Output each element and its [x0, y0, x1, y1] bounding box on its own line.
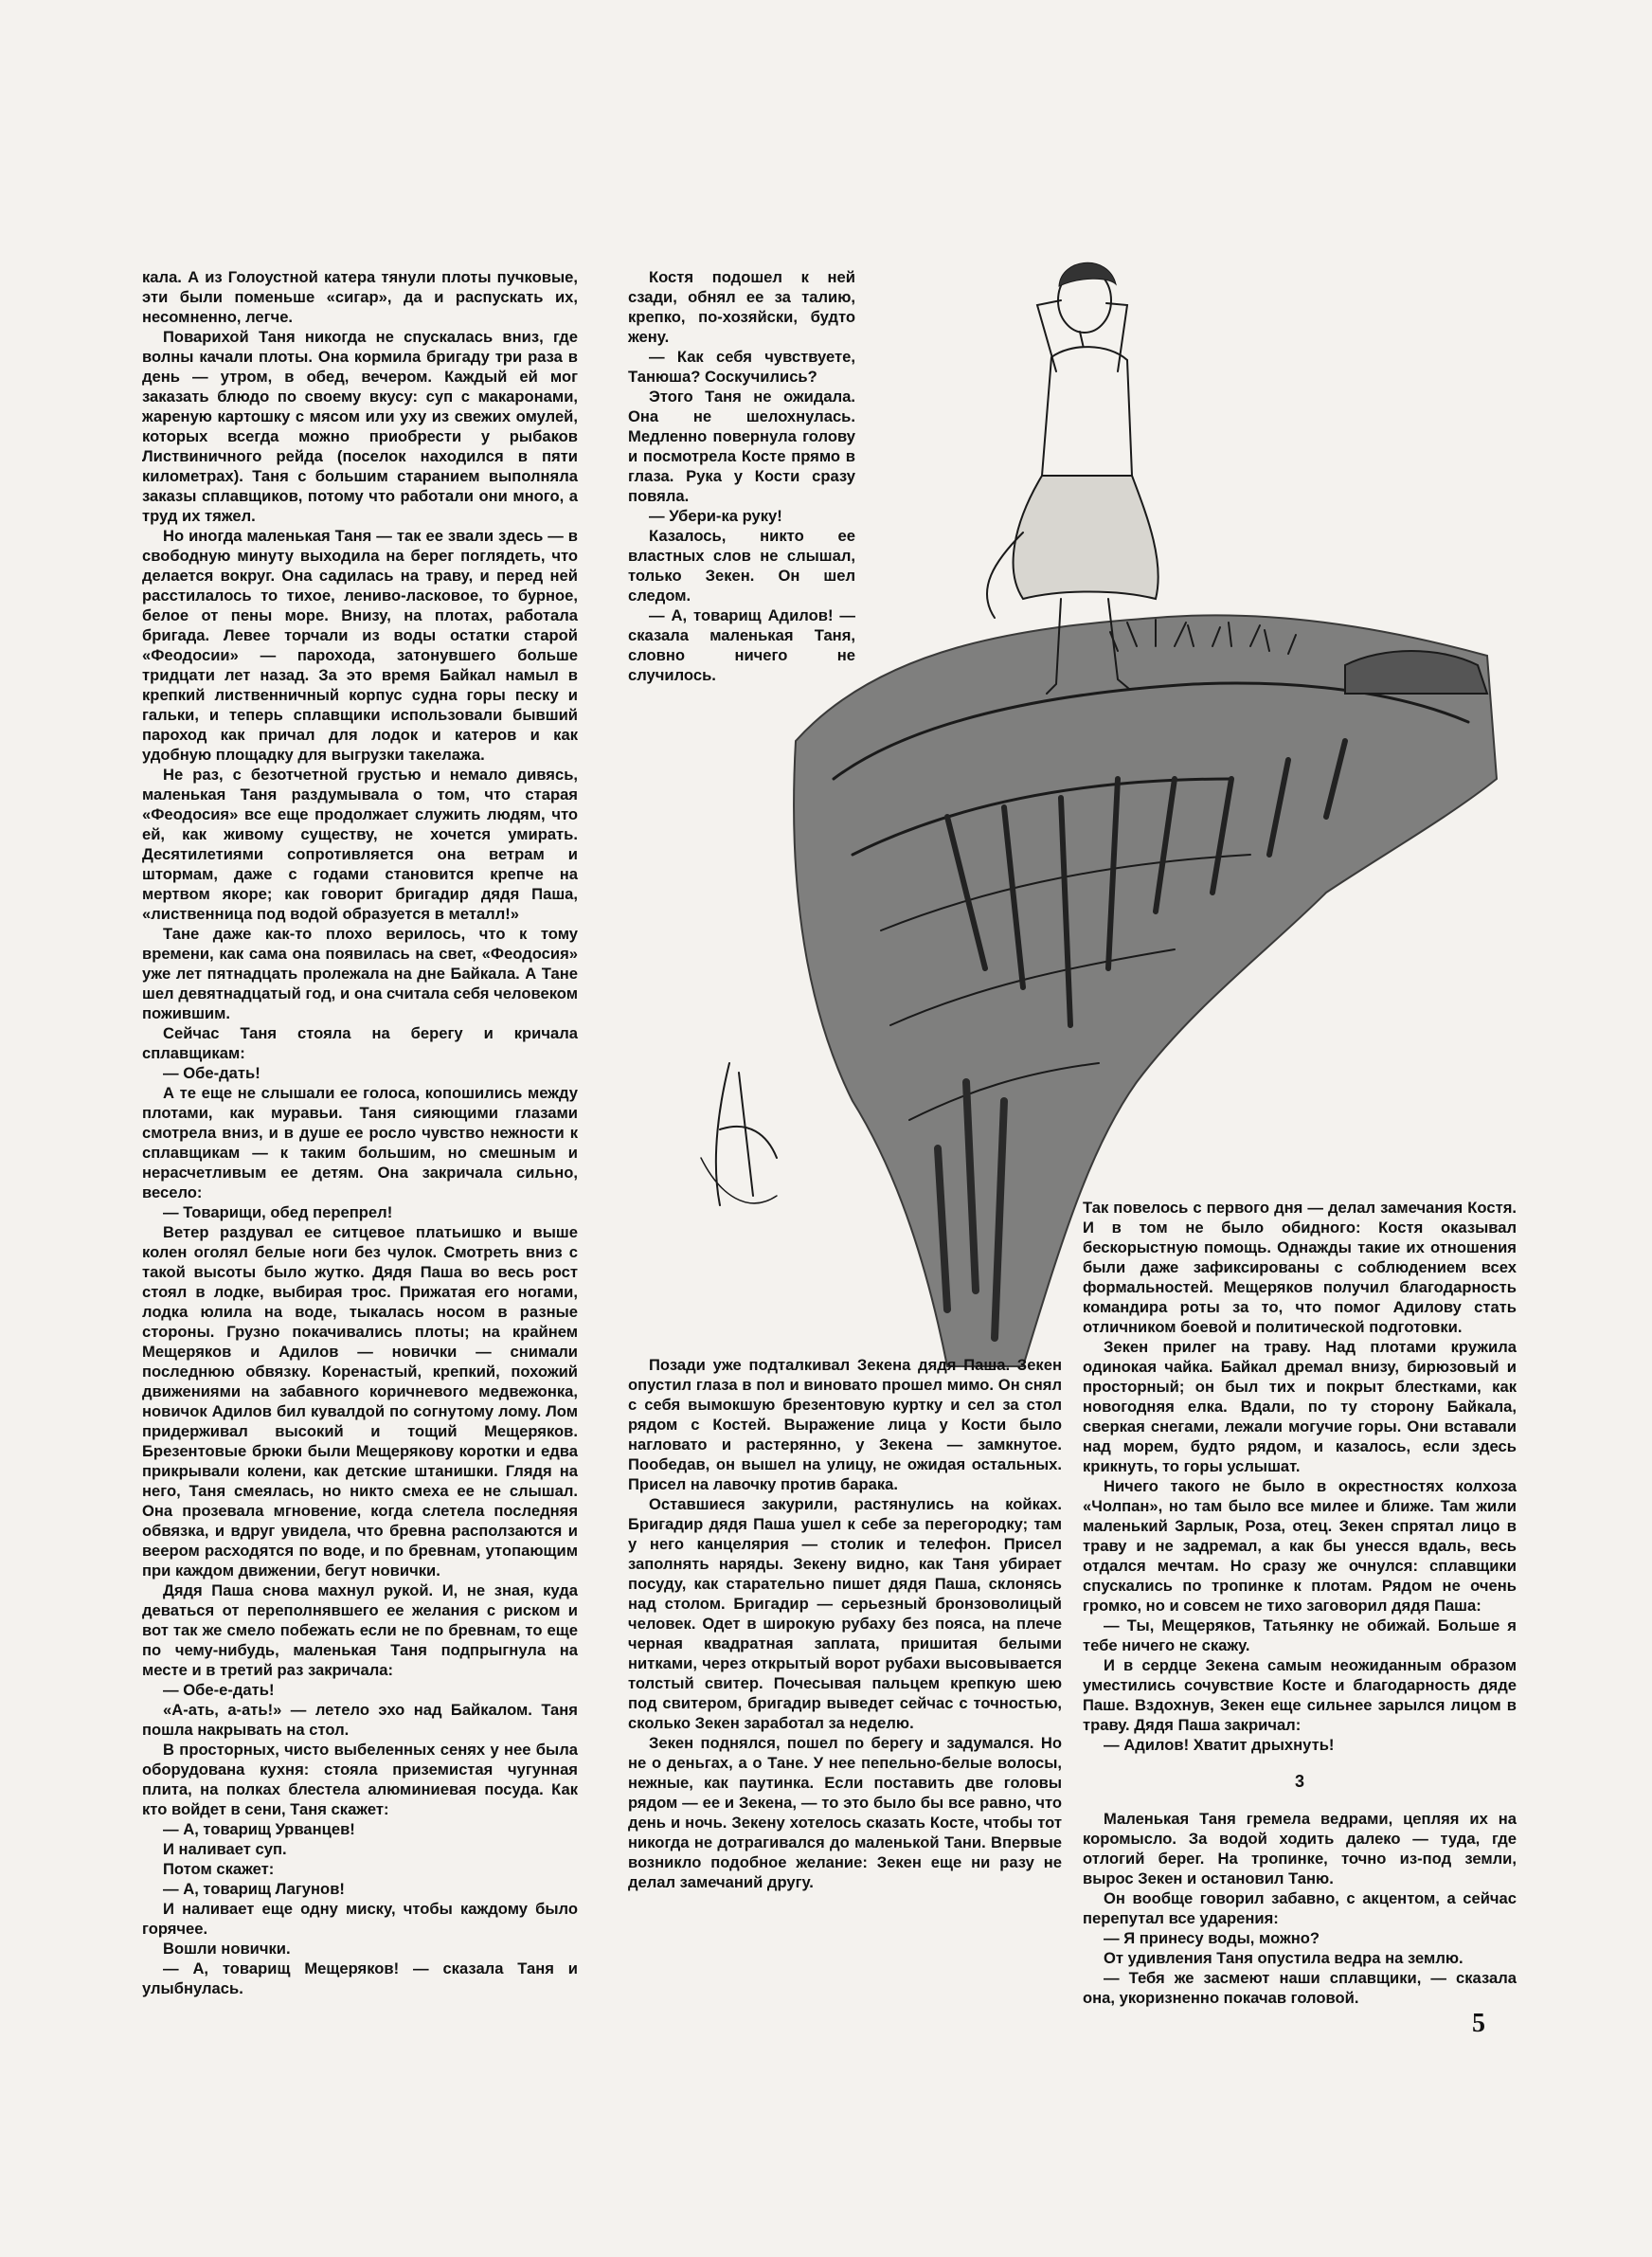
paragraph: кала. А из Голоустной катера тянули плоты пучковые, эти были поменьше «сигар», да и распускать их, несомненно, легче.: [142, 268, 578, 326]
dialogue-line: — А, товарищ Адилов! — сказала маленькая Таня, словно ничего не случилось.: [628, 606, 855, 684]
paragraph: Поварихой Таня никогда не спускалась вниз, где волны качали плоты. Она кормила бригаду три раза в день — утром, в обед, вечером. Каждый ей мог заказать блюдо по своему вкусу: суп с макаронами, жареную картошку с мясом или уху из свежих омулей, которых всегда можно приобрести у рыбаков Листвиничного рейда (поселок находился в пяти километрах). Таня с большим старанием выполняла заказы сплавщиков, потому что работали они много, а труд их тяжел.: [142, 328, 578, 525]
dialogue-line: — Обе-е-дать!: [163, 1681, 275, 1699]
dialogue-line: — Тебя же засмеют наши сплавщики, — сказала она, укоризненно покачав головой.: [1083, 1969, 1517, 2007]
paragraph: И наливает еще одну миску, чтобы каждому было горячее.: [142, 1900, 578, 1938]
text-column-4: [1083, 1198, 1517, 2008]
paragraph: Так повелось с первого дня — делал замечания Костя. И в том не было обидного: Костя оказывал бескорыстную помощь. Однажды такие их отношения были даже зафиксированы с соблюдением всех формальностей. Мещеряков получил благодарность командира роты за то, что помог Адилову стать отличником боевой и политической подготовки.: [1083, 1199, 1517, 1336]
paragraph: Не раз, с безотчетной грустью и немало дивясь, маленькая Таня раздумывала о том, что старая «Феодосия» все еще продолжает служить людям, что ей, как живому существу, не хочется умирать. Десятилетиями сопротивляется она ветрам и штормам, даже с годами становится крепче на мертвом якоре; как говорит бригадир дядя Паша, «лиственница под водой образуется в металл!»: [142, 766, 578, 923]
paragraph: И наливает суп.: [163, 1840, 287, 1858]
paragraph: Потом скажет:: [163, 1860, 275, 1878]
text-column-3: [628, 1355, 1062, 1892]
paragraph: Вошли новички.: [163, 1940, 291, 1958]
paragraph: Но иногда маленькая Таня — так ее звали здесь — в свободную минуту выходила на берег поглядеть, что делается вокруг. Она садилась на траву, и перед ней расстилалось то тихое, лениво-ласковое, то бурное, белое от пены море. Внизу, на плотах, работала бригада. Левее торчали из воды остатки старой «Феодосии» — парохода, затонувшего больше тридцати лет назад. За это время Байкал намыл в крепкий лиственничный корпус судна горы песку и гальки, и теперь сплавщики использовали бывший пароход как причал для лодок и катеров и как удобную площадку для выгрузки такелажа.: [142, 527, 578, 764]
dialogue-line: — А, товарищ Лагунов!: [163, 1880, 345, 1898]
paragraph: Оставшиеся закурили, растянулись на койках. Бригадир дядя Паша ушел к себе за перегородку; там у него канцелярия — столик и телефон. Присел заполнять наряды. Зекену видно, как Таня убирает посуду, как старательно пишет дядя Паша, склонясь над столом. Бригадир — серьезный бронзоволицый человек. Одет в широкую рубаху без пояса, на плече черная квадратная заплата, пришитая белыми нитками, через открытый ворот рубахи высовывается толстый свитер. Почесывая пальцем крепкую шею под свитером, бригадир выведет сейчас с точностью, сколько Зекен заработал за неделю.: [628, 1495, 1062, 1732]
paragraph: Он вообще говорил забавно, с акцентом, а сейчас перепутал все ударения:: [1083, 1889, 1517, 1927]
paragraph: Дядя Паша снова махнул рукой. И, не зная, куда деваться от переполнявшего ее желания с риском и вот так же смело побежать если не по бревнам, то еще по чему-нибудь, маленькая Таня подпрыгнула на месте и в третий раз закричала:: [142, 1581, 578, 1679]
paragraph: Маленькая Таня гремела ведрами, цепляя их на коромысло. За водой ходить далеко — туда, где отлогий берег. На тропинке, точно из-под земли, вырос Зекен и остановил Таню.: [1083, 1810, 1517, 1887]
dialogue-line: — Обе-дать!: [163, 1064, 260, 1082]
dialogue-line: — А, товарищ Мещеряков! — сказала Таня и улыбнулась.: [142, 1959, 578, 1997]
dialogue-line: — Товарищи, обед перепрел!: [163, 1203, 393, 1221]
paragraph: Сейчас Таня стояла на берегу и кричала сплавщикам:: [142, 1024, 578, 1062]
text-column-1: [142, 267, 578, 1998]
text-column-2: [628, 267, 855, 685]
paragraph: В просторных, чисто выбеленных сенях у нее была оборудована кухня: стояла приземистая чугунная плита, на полках блестела алюминиевая посуда. Как кто войдет в сени, Таня скажет:: [142, 1741, 578, 1818]
paragraph: А те еще не слышали ее голоса, копошились между плотами, как муравьи. Таня сияющими глазами смотрела вниз, и в душе ее росло чувство нежности к сплавщикам — к таким большим, но смешным и нерасчетливым ее детям. Она закричала сильно, весело:: [142, 1084, 578, 1201]
paragraph: Этого Таня не ожидала. Она не шелохнулась. Медленно повернула голову и посмотрела Косте прямо в глаза. Рука у Кости сразу повяла.: [628, 388, 855, 505]
dialogue-line: — Как себя чувствуете, Танюша? Соскучились?: [628, 348, 855, 386]
page-number: 5: [1472, 2009, 1485, 2038]
paragraph: Костя подошел к ней сзади, обнял ее за талию, крепко, по-хозяйски, будто жену.: [628, 268, 855, 346]
paragraph: И в сердце Зекена самым неожиданным образом уместились сочувствие Косте и благодарность дяде Паше. Вздохнув, Зекен еще сильнее зарылся лицом в траву. Дядя Паша закричал:: [1083, 1656, 1517, 1734]
paragraph: От удивления Таня опустила ведра на землю.: [1104, 1949, 1463, 1967]
paragraph: Зекен поднялся, пошел по берегу и задумался. Но не о деньгах, а о Тане. У нее пепельно-белые волосы, нежные, как паутинка. Если поставить две головы рядом — ее и Зекена, — то это было бы все равно, что день и ночь. Зекену хотелось сказать Косте, чтобы тот никогда не дотрагивался до маленькой Тани. Впервые возникло подобное желание: Зекен еще ни разу не делал замечаний другу.: [628, 1734, 1062, 1891]
dialogue-line: — Я принесу воды, можно?: [1104, 1929, 1320, 1947]
dialogue-line: — Убери-ка руку!: [649, 507, 782, 525]
paragraph: Позади уже подталкивал Зекена дядя Паша. Зекен опустил глаза в пол и виновато прошел мимо. Он снял с себя вымокшую брезентовую куртку и сел за стол рядом с Костей. Выражение лица у Кости было нагловато и растерянно, у Зекена — замкнутое. Пообедав, он вышел на улицу, не ожидая остальных. Присел на лавочку против барака.: [628, 1356, 1062, 1493]
paragraph: Тане даже как-то плохо верилось, что к тому времени, как сама она появилась на свет, «Феодосия» уже лет пятнадцать пролежала на дне Байкала. А Тане шел девятнадцатый год, и она считала себя человеком пожившим.: [142, 925, 578, 1022]
paragraph: «А-ать, а-ать!» — летело эхо над Байкалом. Таня пошла накрывать на стол.: [142, 1701, 578, 1739]
dialogue-line: — Адилов! Хватит дрыхнуть!: [1104, 1736, 1335, 1754]
paragraph: Ветер раздувал ее ситцевое платьишко и выше колен оголял белые ноги без чулок. Смотреть вниз с такой высоты было жутко. Дядя Паша во весь рост стоял в лодке, выбирая трос. Прижатая его ногами, лодка юлила на воде, тыкалась носом в разные стороны. Грузно покачивались плоты; на крайнем Мещеряков и Адилов — новички — снимали последнюю обвязку. Коренастый, крепкий, похожий движениями на забавного коричневого медвежонка, новичок Адилов бил кувалдой по согнутому ломy. Лом придерживал высокий и тощий Мещеряков. Брезентовые брюки были Мещерякову коротки и едва прикрывали колени, как детские штанишки. Глядя на него, Таня смеялась, но никто смеха ее не слышал. Она прозевала мгновение, когда слетела последняя обвязка, и вдруг увидела, что бревна расползаются и веером расходятся по воде, и по бревнам, утопающим при каждом движении, бегут новички.: [142, 1223, 578, 1580]
chapter-number: 3: [1294, 1772, 1304, 1791]
dialogue-line: — А, товарищ Урванцев!: [163, 1820, 355, 1838]
paragraph: Зекен прилег на траву. Над плотами кружила одинокая чайка. Байкал дремал внизу, бирюзовый и просторный; он был тих и покрыт блестками, как новогодняя елка. Вдали, по ту сторону Байкала, сверкая снегами, лежали могучие горы. Они вставали над морем, будто рядом, и казалось, если здесь крикнуть, то горы услышат.: [1083, 1338, 1517, 1475]
paragraph: Казалось, никто ее властных слов не слышал, только Зекен. Он шел следом.: [628, 527, 855, 605]
paragraph: Ничего такого не было в окрестностях колхоза «Чолпан», но там было все милее и ближе. Там жили маленький Зарлык, Роза, отец. Зекен спрятал лицо в траву и не задремал, а как бы унесся вдаль, весь отдался мечтам. Но сразу же очнулся: сплавщики спускались по тропинке к плотам. Рядом не очень громко, но и совсем не тихо заговорил дядя Паша:: [1083, 1477, 1517, 1615]
dialogue-line: — Ты, Мещеряков, Татьянку не обижай. Больше я тебе ничего не скажу.: [1083, 1616, 1517, 1654]
